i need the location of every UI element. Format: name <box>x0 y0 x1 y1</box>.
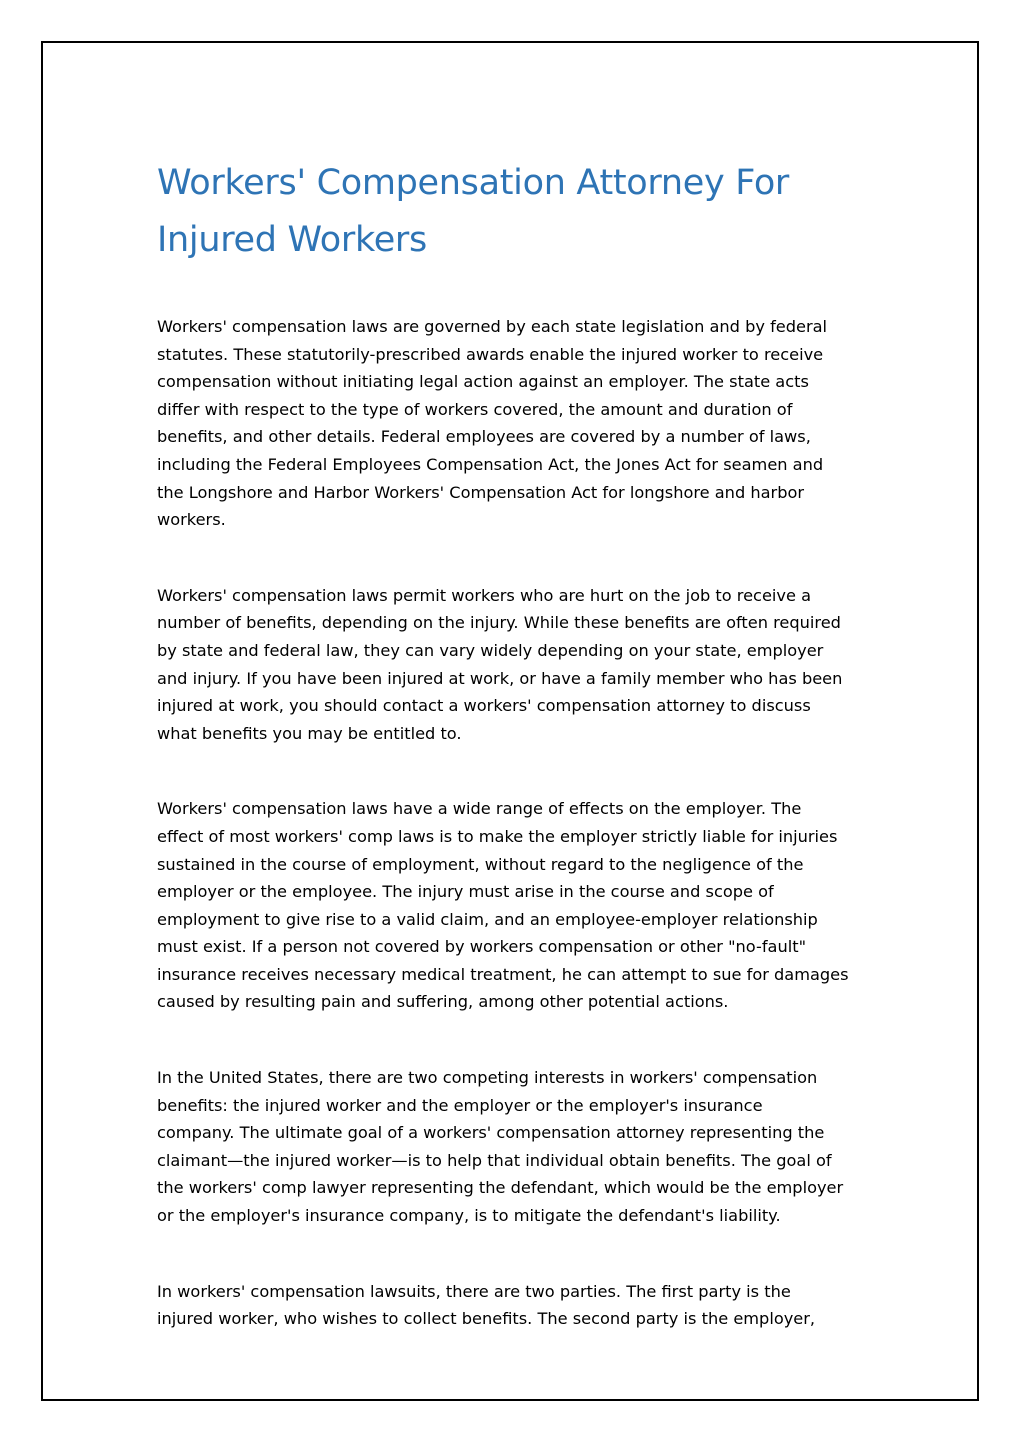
paragraph-line: Workers' compensation laws permit workers who are hurt on the job to receive a <box>157 585 812 605</box>
paragraph-line: caused by resulting pain and suffering, among other potential actions. <box>157 992 729 1012</box>
paragraph-line: injured worker, who wishes to collect benefits. The second party is the employer, <box>157 1309 816 1329</box>
paragraph-line: injured at work, you should contact a workers' compensation attorney to discuss <box>157 696 811 716</box>
paragraph-line: In the United States, there are two competing interests in workers' compensation <box>157 1068 818 1088</box>
title-line-1: Workers' Compensation Attorney For <box>157 163 790 203</box>
paragraph-5 <box>157 1278 877 1333</box>
paragraph-line: Workers' compensation laws have a wide range of effects on the employer. The <box>157 799 802 819</box>
paragraph-1 <box>157 313 877 534</box>
paragraph-line: effect of most workers' comp laws is to make the employer strictly liable for injuries <box>157 826 838 846</box>
paragraph-3 <box>157 795 877 1016</box>
paragraph-2 <box>157 582 877 748</box>
paragraph-line: number of benefits, depending on the injury. While these benefits are often required <box>157 613 841 633</box>
paragraph-line: insurance receives necessary medical treatment, he can attempt to sue for damages <box>157 964 849 984</box>
document-content <box>157 155 877 1333</box>
paragraph-line: company. The ultimate goal of a workers' compensation attorney representing the <box>157 1123 825 1143</box>
paragraph-line: the workers' comp lawyer representing the defendant, which would be the employer <box>157 1178 844 1198</box>
paragraph-line: what benefits you may be entitled to. <box>157 723 462 743</box>
paragraph-line: benefits: the injured worker and the employer or the employer's insurance <box>157 1095 763 1115</box>
paragraph-line: statutes. These statutorily-prescribed awards enable the injured worker to receive <box>157 344 824 364</box>
paragraph-line: by state and federal law, they can vary widely depending on your state, employer <box>157 640 824 660</box>
paragraph-line: including the Federal Employees Compensation Act, the Jones Act for seamen and <box>157 454 824 474</box>
title-line-2: Injured Workers <box>157 220 427 260</box>
paragraph-line: differ with respect to the type of workers covered, the amount and duration of <box>157 399 793 419</box>
paragraph-line: must exist. If a person not covered by workers compensation or other "no-fault" <box>157 937 807 957</box>
paragraph-line: employer or the employee. The injury must arise in the course and scope of <box>157 882 774 902</box>
paragraph-line: or the employer's insurance company, is to mitigate the defendant's liability. <box>157 1206 781 1226</box>
paragraph-line: compensation without initiating legal action against an employer. The state acts <box>157 372 809 392</box>
paragraph-line: In workers' compensation lawsuits, there are two parties. The first party is the <box>157 1281 791 1301</box>
paragraph-line: benefits, and other details. Federal employees are covered by a number of laws, <box>157 427 811 447</box>
paragraph-line: workers. <box>157 510 226 530</box>
paragraph-4 <box>157 1064 877 1230</box>
document-title <box>157 155 877 269</box>
paragraph-line: claimant—the injured worker—is to help that individual obtain benefits. The goal of <box>157 1150 832 1170</box>
paragraph-line: the Longshore and Harbor Workers' Compensation Act for longshore and harbor <box>157 482 805 502</box>
paragraph-line: employment to give rise to a valid claim, and an employee-employer relationship <box>157 909 818 929</box>
paragraph-line: and injury. If you have been injured at work, or have a family member who has been <box>157 668 843 688</box>
paragraph-line: sustained in the course of employment, without regard to the negligence of the <box>157 854 804 874</box>
page-frame <box>41 41 979 1401</box>
paragraph-line: Workers' compensation laws are governed by each state legislation and by federal <box>157 317 828 336</box>
